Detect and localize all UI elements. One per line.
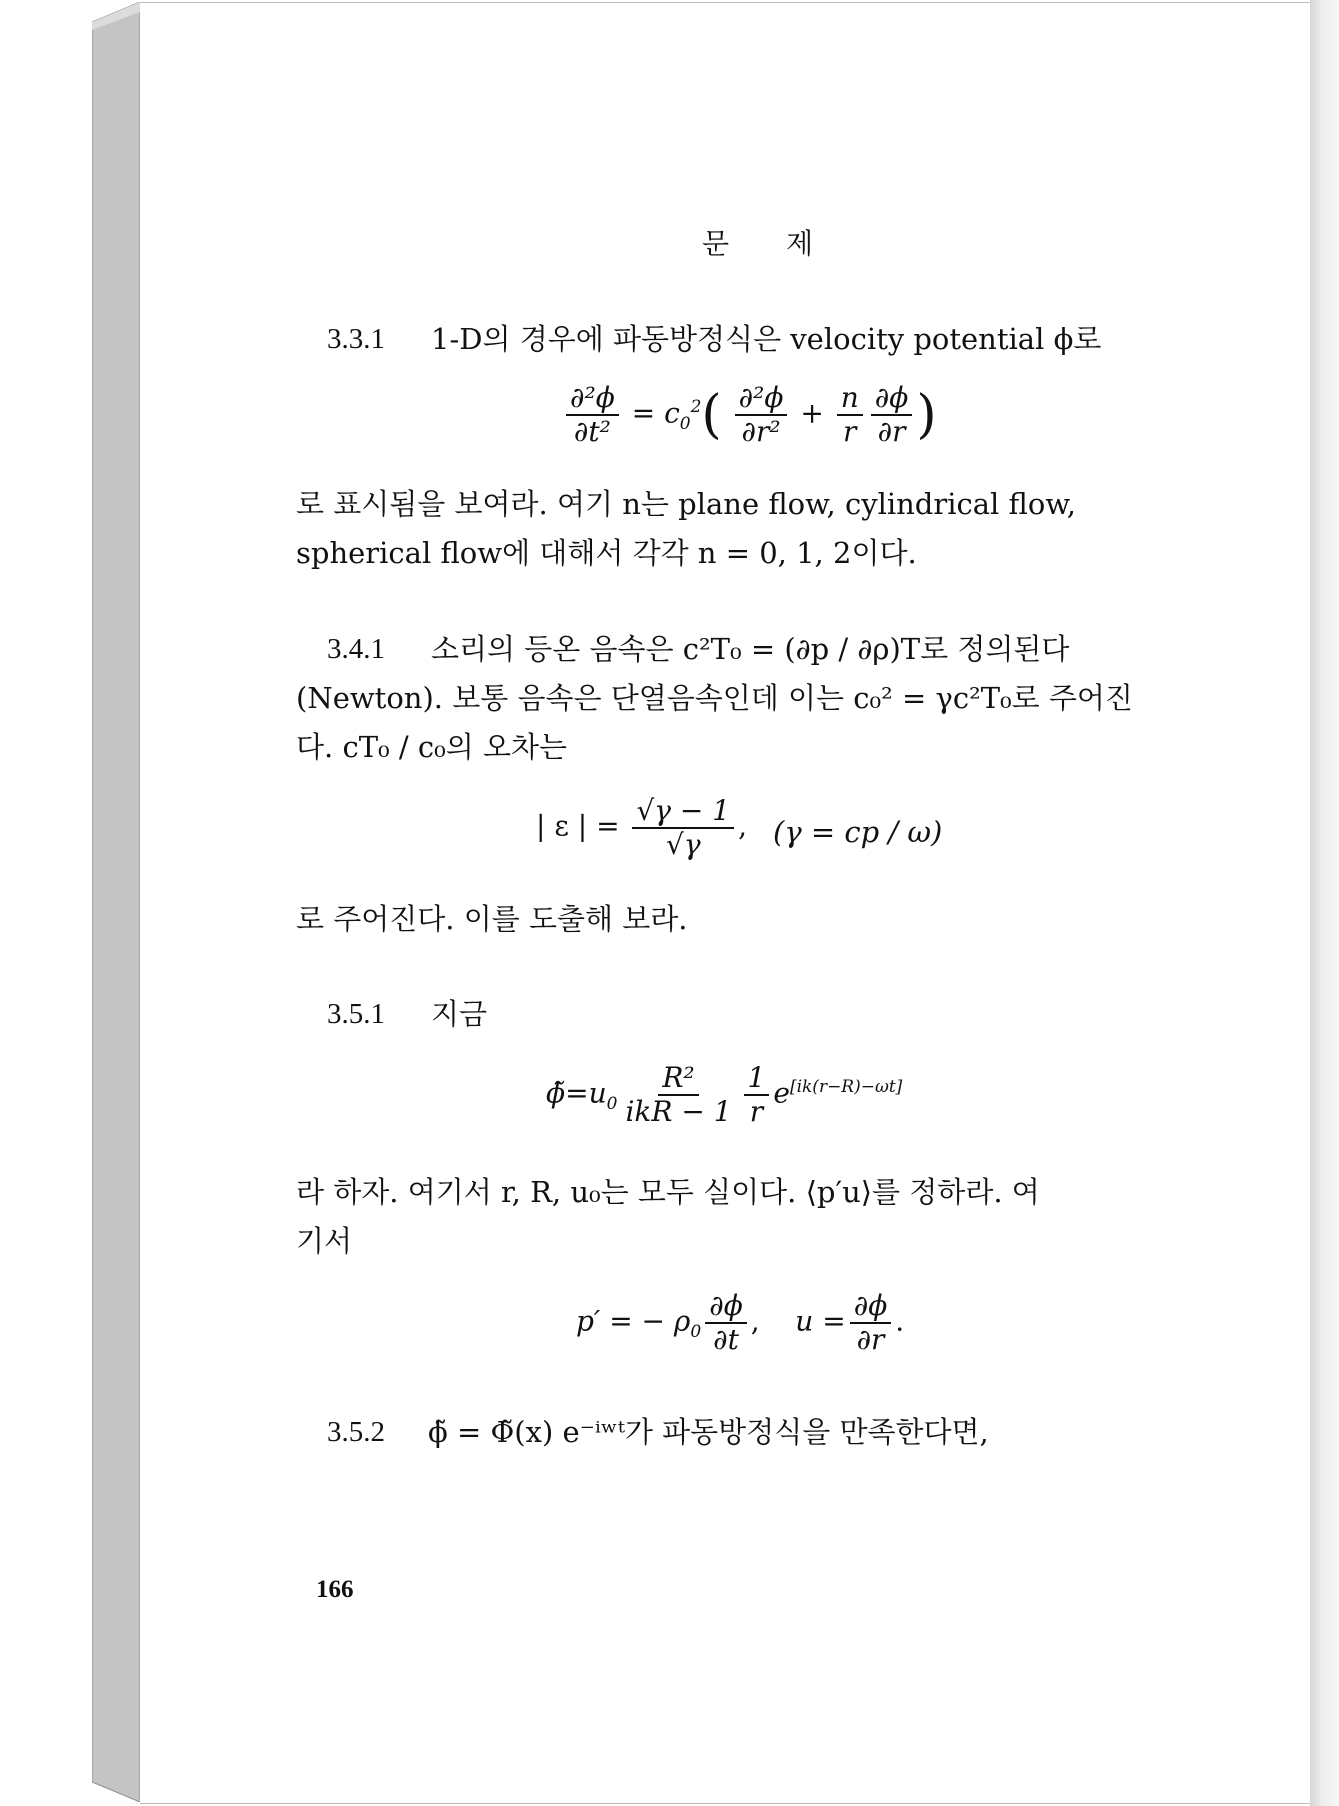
problem-label-351: 3.5.1 [327,998,385,1030]
problem-331-text-2: spherical flow에 대해서 각각 n = 0, 1, 2이다. [296,536,917,570]
problem-352-text: ϕ̃ = Φ̃(x) e⁻ⁱʷᵗ가 파동방정식을 만족한다면, [428,1415,989,1449]
pressure-velocity-equation: p′ = − $\rho_0$ $\frac{\partial\phi}{\partial t}$ , u = $\frac{\partial\phi}{\partial r}$ . [576,1289,905,1356]
problem-341-line-1: 소리의 등온 음속은 c²T₀ = (∂p / ∂ρ)T로 정의된다 [431,632,1070,666]
wave-equation: $\frac{\text{∂²ϕ}}{\text{∂t²}}$ = $c_0^2$( $\frac{\text{∂²ϕ}}{\text{∂r²}}$ + $\frac{n}{r}$ $\frac{\partial\phi}{\partial r}$ ) [562,382,937,448]
problem-label-331: 3.3.1 [327,323,385,355]
problem-331-text-1: 로 표시됨을 보여라. 여기 n는 plane flow, cylindrical flow, [296,487,1076,521]
problem-351-intro: 지금 [431,997,488,1031]
problem-351-text-1: 라 하자. 여기서 r, R, u₀는 모두 실이다. ⟨p′u⟩를 정하라. 여 [296,1175,1040,1209]
page-edge [1310,0,1339,1806]
potential-equation: $\phĩ=u_0$ $\frac{\text{R²}}{\text{ikR − 1}}$ $\frac{1}{r}$ e[ik(r−R)−ωt] [546,1061,903,1128]
page-title: 문 제 [702,227,837,260]
problem-341-line-2: (Newton). 보통 음속은 단열음속인데 이는 c₀² = γc²T₀로 주어진 [296,681,1133,715]
gamma-definition: (γ = cp / ω) [773,815,943,849]
problem-label-341: 3.4.1 [327,633,385,665]
exponent: [ik(r−R)−ωt] [789,1077,903,1098]
problem-label-352: 3.5.2 [327,1416,385,1448]
problem-341-after: 로 주어진다. 이를 도출해 보라. [296,902,688,936]
error-equation: | ε | = $\frac{√\gamma - 1}{√\gamma}$ , [536,794,748,861]
page-number: 166 [316,1576,354,1603]
problem-341-line-3: 다. cT₀ / c₀의 오차는 [296,730,568,764]
book-spine [92,2,140,1802]
problem-351-text-2: 기서 [296,1224,353,1258]
problem-331-intro: 1-D의 경우에 파동방정식은 velocity potential ϕ로 [431,322,1102,356]
